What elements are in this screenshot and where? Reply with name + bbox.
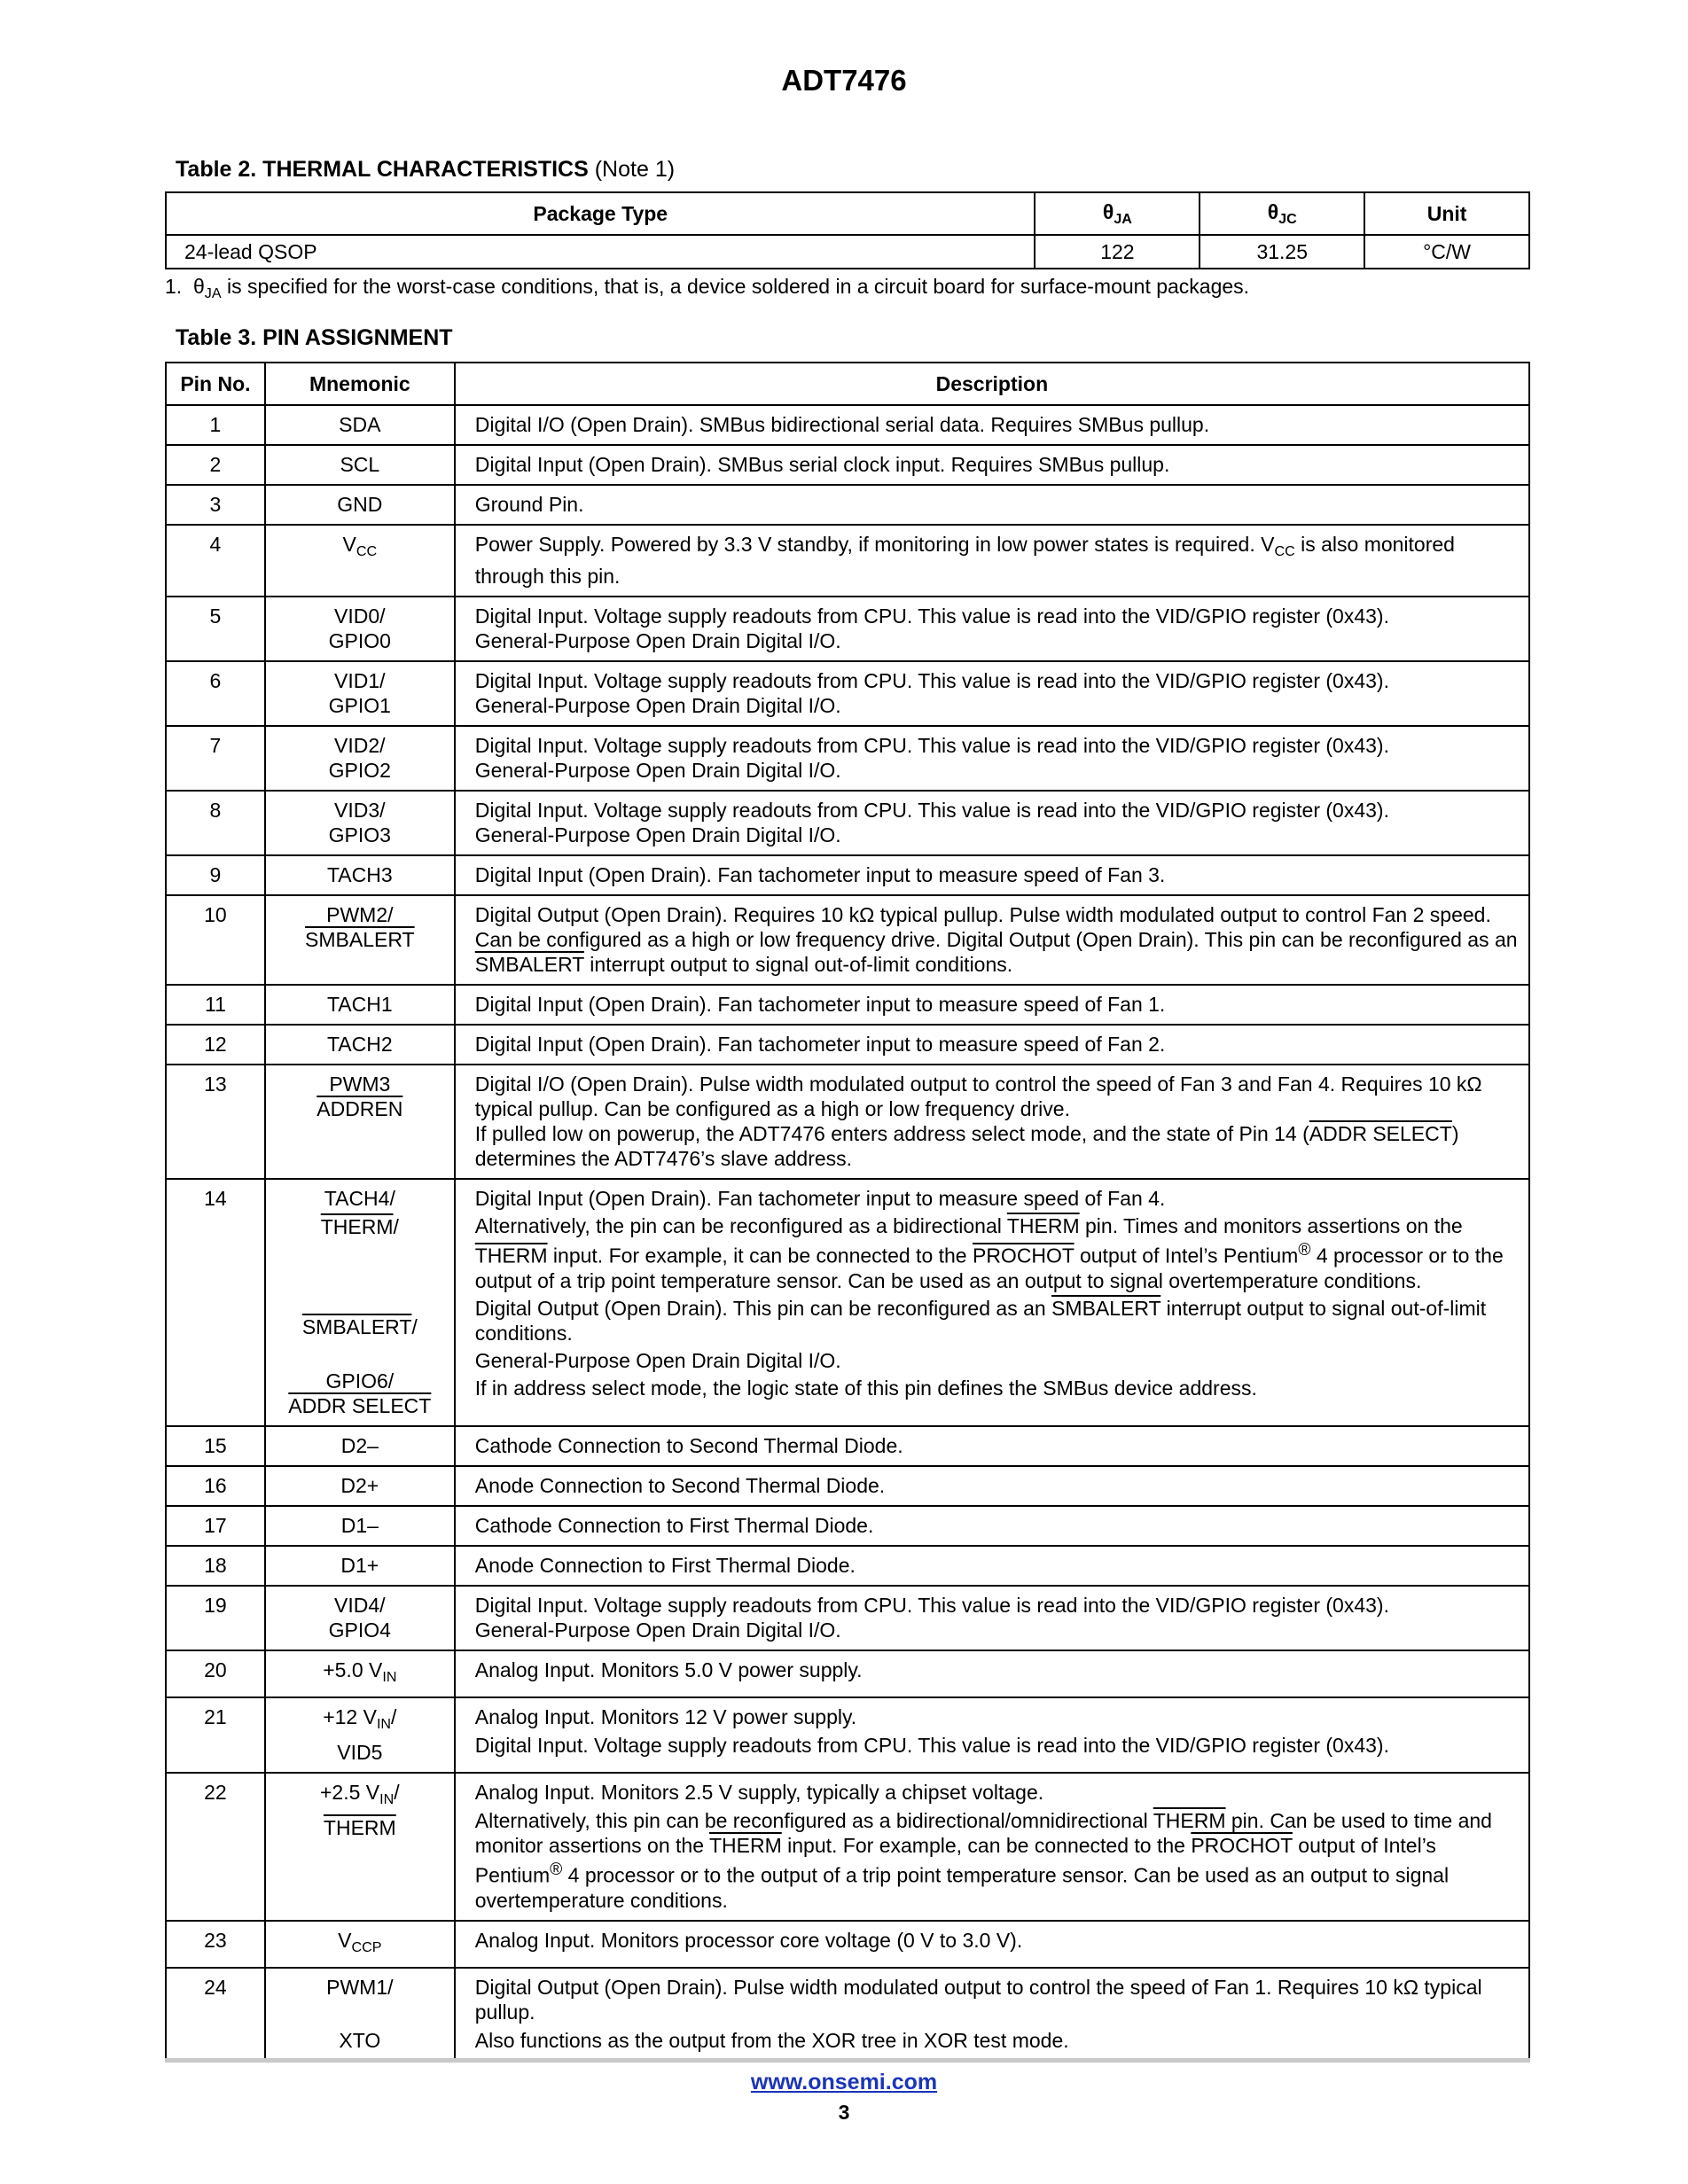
- table-row: [166, 235, 1529, 269]
- table2-header-row: [166, 192, 1529, 235]
- table2-label: Table 2. THERMAL CHARACTERISTICS: [176, 157, 589, 182]
- table2-footnote: 1. $\theta_{JA}$ is specified for the worst-case conditions, that is, a device soldered in a circuit board for surface-mount packages.: [165, 275, 1250, 301]
- table-row: 18 D1+ Anode Connection to First Thermal Diode.: [166, 1546, 1529, 1586]
- table-row: 2 SCL Digital Input (Open Drain). SMBus serial clock input. Requires SMBus pullup.: [166, 445, 1529, 485]
- header-unit: Unit: [1364, 192, 1529, 235]
- document-title: ADT7476: [781, 64, 907, 97]
- table-row: 10 PWM2/ SMBALERT Digital Output (Open Drain). Requires 10 kΩ typical pullup. Pulse width modulated output to control Fan 2 speed. Can be configured as a high or low frequency drive. Digital Output (Open Drain). This pin can be reconfigured as an SMBALERT interrupt output to signal out-of-limit conditions.: [166, 895, 1529, 985]
- table-row: 19 VID4/ GPIO4 Digital Input. Voltage supply readouts from CPU. This value is read into the VID/GPIO register (0x43). General-Purpose Open Drain Digital I/O.: [166, 1586, 1529, 1650]
- header-mnemonic: Mnemonic: [265, 363, 455, 405]
- table-row: 1 SDA Digital I/O (Open Drain). SMBus bidirectional serial data. Requires SMBus pullup.: [166, 405, 1529, 445]
- table-row: 9 TACH3 Digital Input (Open Drain). Fan tachometer input to measure speed of Fan 3.: [166, 855, 1529, 895]
- table-row: 3 GND Ground Pin.: [166, 485, 1529, 525]
- theta-jc-value: 31.25: [1200, 235, 1364, 269]
- header-pin-no: Pin No.: [166, 363, 265, 405]
- table3-label: Table 3. PIN ASSIGNMENT: [176, 325, 453, 350]
- unit-value: °C/W: [1364, 235, 1529, 269]
- table-row: 23 $V_{CCP}$ Analog Input. Monitors processor core voltage (0 V to 3.0 V).: [166, 1921, 1529, 1968]
- footer-divider: [165, 2058, 1530, 2063]
- table-row: 11 TACH1 Digital Input (Open Drain). Fan tachometer input to measure speed of Fan 1.: [166, 985, 1529, 1025]
- table-row: 16 D2+ Anode Connection to Second Thermal Diode.: [166, 1466, 1529, 1506]
- header-theta-jc: $\theta_{JC}$: [1200, 192, 1364, 235]
- thermal-characteristics-table: [165, 191, 1530, 269]
- table-row: 24 PWM1/ XTO Digital Output (Open Drain). Pulse width modulated output to control the speed of Fan 1. Requires 10 kΩ typical pullup. Also functions as the output from the XOR tree in XOR test mode.: [166, 1968, 1529, 2061]
- table-row: 13 PWM3 ADDREN Digital I/O (Open Drain). Pulse width modulated output to control the speed of Fan 3 and Fan 4. Requires 10 kΩ typical pullup. Can be configured as a high or low frequency drive. If pulled low on powerup, the ADT7476 enters address select mode, and the state of Pin 14 (ADDR SELECT) determines the ADT7476’s slave address.: [166, 1065, 1529, 1179]
- table3-header-row: [166, 363, 1529, 405]
- page-number: 3: [838, 2101, 850, 2124]
- table2-caption: [176, 157, 675, 183]
- table-row: 21 +12 $V_{IN}/$ VID5 Analog Input. Monitors 12 V power supply. Digital Input. Voltage supply readouts from CPU. This value is read into the VID/GPIO register (0x43).: [166, 1697, 1529, 1773]
- theta-ja-value: 122: [1035, 235, 1200, 269]
- table-row: 14 TACH4/ THERM/ SMBALERT/ GPIO6/ ADDR SELECT Digital Input (Open Drain). Fan tachometer input to measure speed of Fan 4. Alternatively, the pin can be reconfigured as a bidirectional THERM pin. Times and monitors assertions on the THERM input. For example, it can be connected to the PROCHOT output of Intel’s Pentium® 4 processor or to the output of a trip point temperature sensor. Can be used as an output to signal overtemperature conditions. Digital Output (Open Drain). This pin can be reconfigured as an SMBALERT interrupt output to signal out-of-limit conditions. General-Purpose Open Drain Digital I/O. If in address select mode, the logic state of this pin defines the SMBus device address.: [166, 1179, 1529, 1426]
- header-description: Description: [455, 363, 1529, 405]
- table-row: 20 +5.0 $V_{IN}$ Analog Input. Monitors 5.0 V power supply.: [166, 1650, 1529, 1697]
- table3-caption: [176, 325, 453, 351]
- table-row: 12 TACH2 Digital Input (Open Drain). Fan tachometer input to measure speed of Fan 2.: [166, 1025, 1529, 1065]
- header-theta-ja: $\theta_{JA}$: [1035, 192, 1200, 235]
- table-row: 17 D1– Cathode Connection to First Thermal Diode.: [166, 1506, 1529, 1546]
- package-value: 24-lead QSOP: [166, 235, 1035, 269]
- table-row: 6 VID1/ GPIO1 Digital Input. Voltage supply readouts from CPU. This value is read into the VID/GPIO register (0x43). General-Purpose Open Drain Digital I/O.: [166, 661, 1529, 726]
- table-row: 4 $V_{CC}$ Power Supply. Powered by 3.3 V standby, if monitoring in low power states is required. $V_{CC}$ is also monitored through this pin.: [166, 525, 1529, 597]
- table-row: 15 D2– Cathode Connection to Second Thermal Diode.: [166, 1426, 1529, 1466]
- table-row: 5 VID0/ GPIO0 Digital Input. Voltage supply readouts from CPU. This value is read into the VID/GPIO register (0x43). General-Purpose Open Drain Digital I/O.: [166, 597, 1529, 661]
- table-row: 22 +2.5 $V_{IN}/$ THERM Analog Input. Monitors 2.5 V supply, typically a chipset voltage. Alternatively, this pin can be reconfigured as a bidirectional/omnidirectional THERM pin. Can be used to time and monitor assertions on the THERM input. For example, can be connected to the PROCHOT output of Intel’s Pentium® 4 processor or to the output of a trip point temperature sensor. Can be used as an output to signal overtemperature conditions.: [166, 1773, 1529, 1921]
- table2-note-ref: (Note 1): [594, 157, 676, 182]
- footer-website-link[interactable]: www.onsemi.com: [750, 2070, 938, 2094]
- pin-assignment-table: [165, 362, 1530, 2062]
- table-row: 7 VID2/ GPIO2 Digital Input. Voltage supply readouts from CPU. This value is read into the VID/GPIO register (0x43). General-Purpose Open Drain Digital I/O.: [166, 726, 1529, 791]
- header-package-type: Package Type: [166, 192, 1035, 235]
- table-row: 8 VID3/ GPIO3 Digital Input. Voltage supply readouts from CPU. This value is read into the VID/GPIO register (0x43). General-Purpose Open Drain Digital I/O.: [166, 791, 1529, 855]
